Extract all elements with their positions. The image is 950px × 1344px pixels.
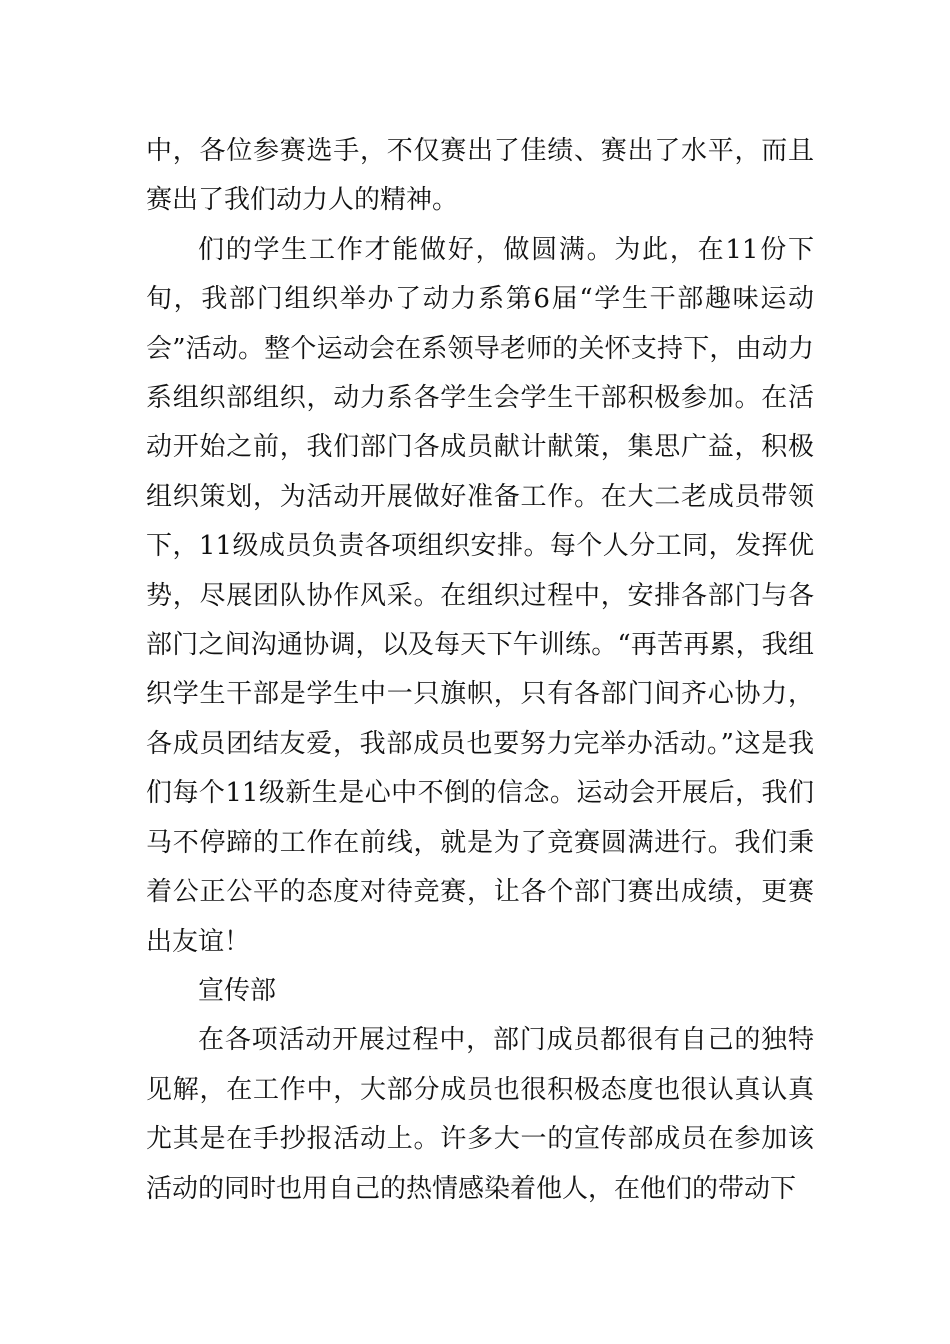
paragraph-3: 在各项活动开展过程中，部门成员都很有自己的独特见解，在工作中，大部分成员也很积极态度也很认真认真尤其是在手抄报活动上。许多大一的宣传部成员在参加该活动的同时也用自己的热情感染着他人，在他们的带动下 [146,1025,814,1204]
paragraph-2: 们的学生工作才能做好，做圆满。为此，在11份下旬，我部门组织举办了动力系第6届“学生干部趣味运动会”活动。整个运动会在系领导老师的关怀支持下，由动力系组织部组织，动力系各学生会学生干部积极参加。在活动开始之前，我们部门各成员献计献策，集思广益，积极组织策划，为活动开展做好准备工作。在大二老成员带领下，11级成员负责各项组织安排。每个人分工同，发挥优势，尽展团队协作风采。在组织过程中，安排各部门与各部门之间沟通协调，以及每天下午训练。“再苦再累，我组织学生干部是学生中一只旗帜，只有各部门间齐心协力，各成员团结友爱，我部成员也要努力完举办活动。”这是我们每个11级新生是心中不倒的信念。运动会开展后，我们马不停蹄的工作在前线，就是为了竞赛圆满进行。我们秉着公正公平的态度对待竞赛，让各个部门赛出成绩，更赛出友谊！ [146,234,814,957]
section-heading-publicity: 宣传部 [198,975,277,1006]
paragraph-1: 中，各位参赛选手，不仅赛出了佳绩、赛出了水平，而且赛出了我们动力人的精神。 [146,136,814,216]
document-body [146,127,814,1214]
